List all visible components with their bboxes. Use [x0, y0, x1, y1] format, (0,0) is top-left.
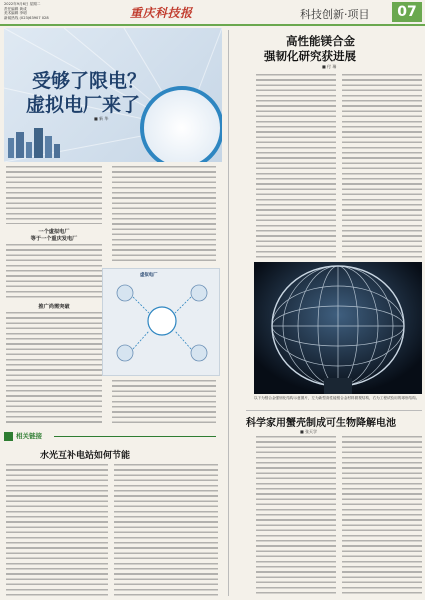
right-title-line1: 高性能镁合金: [286, 34, 355, 48]
photo-caption: 以下为镁合金强韧化结构示意图片，左为新型高性能镁合金材料微观结构，右为工程试验用的球形结构。: [254, 396, 420, 400]
related-article-col2: [114, 464, 218, 596]
left-byline: ■ 新 华: [94, 116, 109, 121]
section-name: 科技创新·项目: [300, 8, 370, 21]
header-date: 2022年9月6日 星期二: [4, 2, 41, 6]
right-article-col2: [342, 74, 422, 258]
bottom-right-col1: [256, 436, 336, 596]
left-article-chart: [102, 268, 220, 376]
left-subhead-3: 推广尚需突破: [38, 304, 70, 310]
related-divider: [54, 436, 216, 437]
header-info: [4, 2, 124, 20]
header-hotline: 新闻热线 (023)63907 028: [4, 15, 49, 20]
bottom-right-divider: [246, 410, 422, 411]
sphere-structure-photo: [254, 262, 422, 394]
left-article-col1-bottom: [6, 312, 102, 424]
left-title-line1: 受够了限电？: [32, 70, 147, 92]
related-label: 相关链接: [16, 432, 42, 440]
left-article-banner: [4, 28, 222, 162]
left-subhead-1: 一个虚拟电厂: [38, 229, 70, 235]
masthead-logo: 重庆科技报: [130, 6, 193, 20]
left-article-col2-top: [112, 166, 216, 264]
virtual-plant-graphic: [103, 269, 221, 377]
related-article-title[interactable]: 水光互补电站如何节能: [40, 451, 131, 461]
right-title-line2: 强韧化研究获进展: [264, 49, 356, 63]
left-article-col2-bottom: [112, 380, 216, 424]
column-divider: [228, 30, 229, 596]
power-icon: [140, 86, 222, 162]
bottom-right-title[interactable]: 科学家用蟹壳制成可生物降解电池: [246, 418, 396, 429]
header-editor: 责任编辑 黄成: [4, 6, 27, 11]
steel-sphere-image: [254, 262, 422, 394]
left-article-col1-mid: [6, 244, 102, 300]
header-art-editor: 美术编辑 李明: [4, 11, 27, 16]
related-links-header: [4, 430, 216, 443]
bottom-right-col2: [342, 436, 422, 596]
page-header: [0, 0, 425, 26]
bottom-right-byline: ■ 张天学: [300, 429, 318, 434]
chart-caption: 虚拟电厂: [140, 273, 158, 278]
related-square-icon: [4, 432, 13, 441]
page-number: 07: [392, 2, 422, 22]
left-subhead-1b: 等于一个重庆发电厂: [30, 236, 78, 242]
right-article-col1: [256, 74, 336, 258]
right-byline: ■ 付 瑞: [322, 64, 337, 69]
left-title-line2: 虚拟电厂来了: [26, 94, 141, 116]
related-article-col1: [6, 464, 108, 596]
left-article-col1-top: [6, 166, 102, 224]
